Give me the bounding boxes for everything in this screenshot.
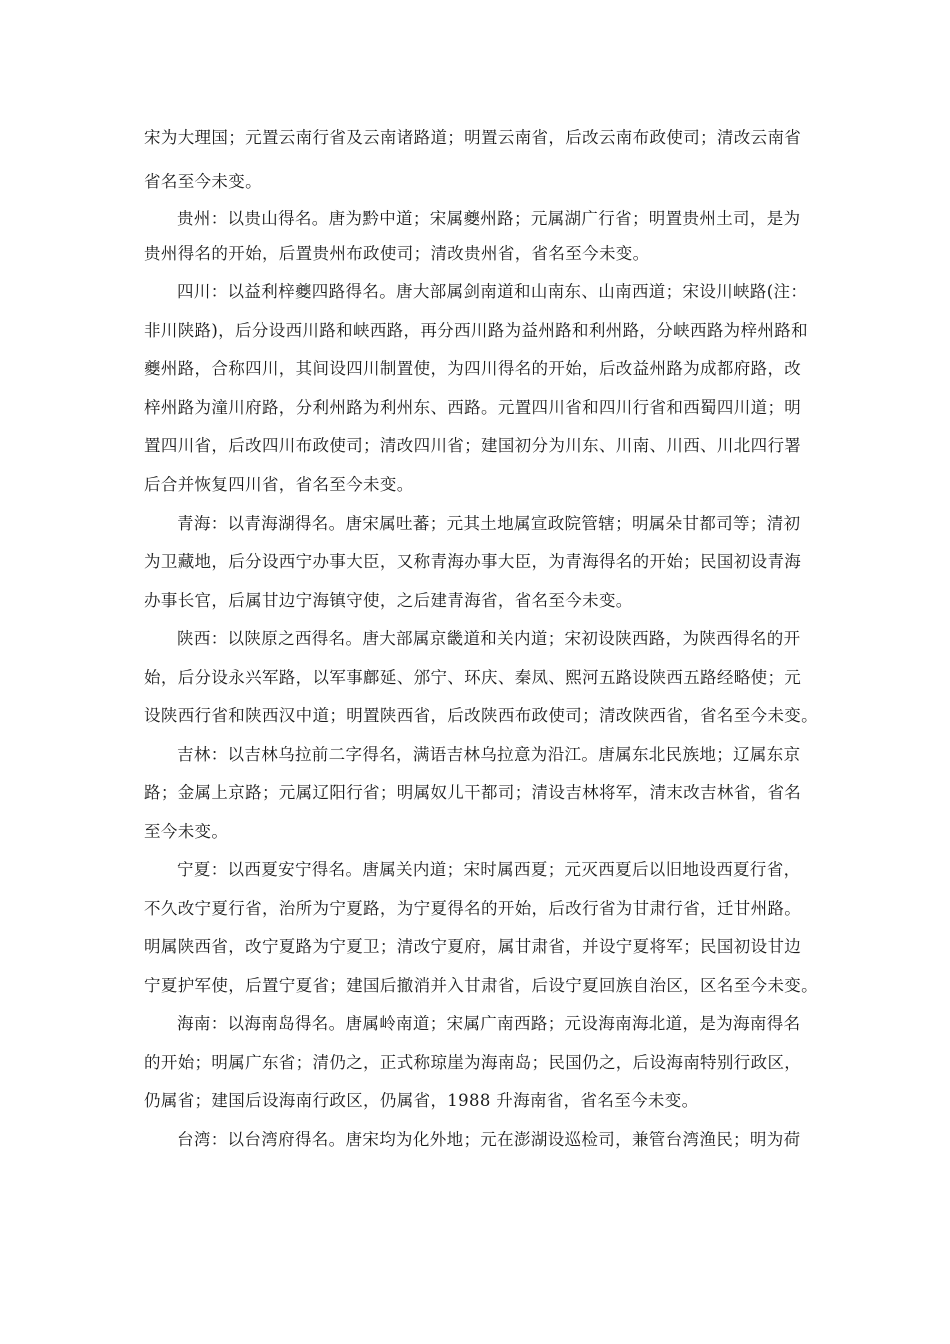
text-line: 四川：以益利梓夔四路得名。唐大部属剑南道和山南东、山南西道；宋设川峡路(注： xyxy=(177,282,808,301)
text-line: 省名至今未变。 xyxy=(144,172,262,191)
text-line: 海南：以海南岛得名。唐属岭南道；宋属广南西路；元设海南海北道，是为海南得名 xyxy=(177,1014,801,1033)
text-line: 非川陕路)，后分设西川路和峡西路，再分西川路为益州路和利州路，分峡西路为梓州路和 xyxy=(144,321,808,340)
text-line: 置四川省，后改四川布政使司；清改四川省；建国初分为川东、川南、川西、川北四行署 xyxy=(144,436,802,455)
text-line: 办事长官，后属甘边宁海镇守使，之后建青海省，省名至今未变。 xyxy=(144,591,633,610)
text-line: 贵州：以贵山得名。唐为黔中道；宋属夔州路；元属湖广行省；明置贵州土司，是为 xyxy=(177,209,801,228)
text-line: 设陕西行省和陕西汉中道；明置陕西省，后改陕西布政使司；清改陕西省，省名至今未变。 xyxy=(144,706,818,725)
text-line: 仍属省；建国后设海南行政区，仍属省，1988 升海南省，省名至今未变。 xyxy=(144,1091,699,1110)
text-line: 后合并恢复四川省，省名至今未变。 xyxy=(144,475,414,494)
text-line: 路；金属上京路；元属辽阳行省；明属奴儿干都司；清设吉林将军，清末改吉林省，省名 xyxy=(144,783,802,802)
text-line: 夔州路，合称四川，其间设四川制置使，为四川得名的开始，后改益州路为成都府路，改 xyxy=(144,359,802,378)
text-line: 台湾：以台湾府得名。唐宋均为化外地；元在澎湖设巡检司，兼管台湾渔民；明为荷 xyxy=(177,1130,801,1149)
text-line: 不久改宁夏行省，治所为宁夏路，为宁夏得名的开始，后改行省为甘肃行省，迁甘州路。 xyxy=(144,899,802,918)
text-line: 梓州路为潼川府路，分利州路为利州东、西路。元置四川省和四川行省和西蜀四川道；明 xyxy=(144,398,802,417)
text-line: 贵州得名的开始，后置贵州布政使司；清改贵州省，省名至今未变。 xyxy=(144,244,650,263)
text-line: 明属陕西省，改宁夏路为宁夏卫；清改宁夏府，属甘肃省，并设宁夏将军；民国初设甘边 xyxy=(144,937,802,956)
text-line: 宋为大理国；元置云南行省及云南诸路道；明置云南省，后改云南布政使司；清改云南省 xyxy=(144,128,802,147)
text-line: 始，后分设永兴军路，以军事鄜延、邠宁、环庆、秦凤、熙河五路设陕西五路经略使；元 xyxy=(144,668,802,687)
text-line: 青海：以青海湖得名。唐宋属吐蕃；元其土地属宣政院管辖；明属朵甘都司等；清初 xyxy=(177,514,801,533)
text-line: 至今未变。 xyxy=(144,822,229,841)
text-line: 的开始；明属广东省；清仍之，正式称琼崖为海南岛；民国仍之，后设海南特别行政区， xyxy=(144,1053,802,1072)
text-line: 吉林：以吉林乌拉前二字得名，满语吉林乌拉意为沿江。唐属东北民族地；辽属东京 xyxy=(177,745,801,764)
text-line: 陕西：以陕原之西得名。唐大部属京畿道和关内道；宋初设陕西路，为陕西得名的开 xyxy=(177,629,801,648)
text-line: 宁夏护军使，后置宁夏省；建国后撤消并入甘肃省，后设宁夏回族自治区，区名至今未变。 xyxy=(144,976,818,995)
text-line: 为卫藏地，后分设西宁办事大臣，又称青海办事大臣，为青海得名的开始；民国初设青海 xyxy=(144,552,802,571)
text-line: 宁夏：以西夏安宁得名。唐属关内道；宋时属西夏；元灭西夏后以旧地设西夏行省， xyxy=(177,860,801,879)
